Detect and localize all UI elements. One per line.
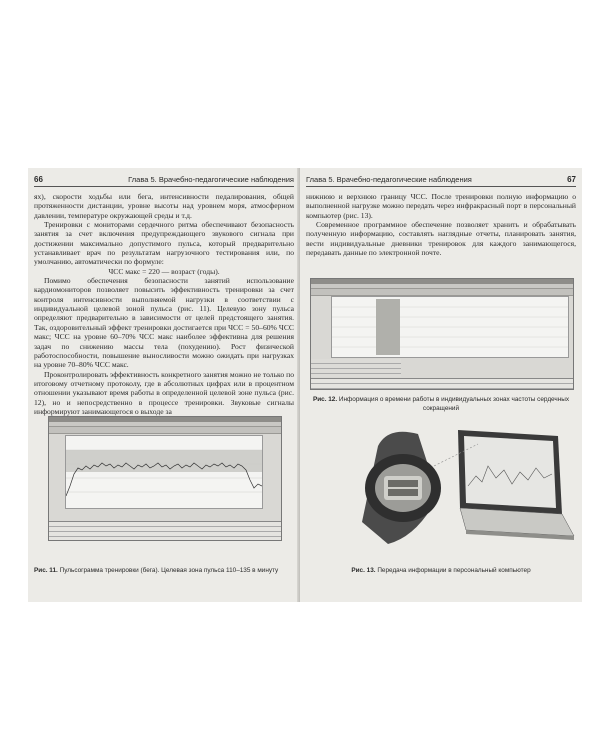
figure-13-caption <box>306 567 576 576</box>
figure-12-screenshot <box>310 278 574 390</box>
paragraph: Современное программное обеспечение позволяет хранить и обрабатывать полученную информацию, составлять наглядные отчеты, планировать занятия, вести индивидуальные дневники тренировок для каждого занимающегося, передавать данные по электронной почте. <box>306 220 576 258</box>
zones-plot <box>331 296 569 358</box>
left-running-head <box>34 174 294 187</box>
caption-label: Рис. 12. <box>312 396 338 403</box>
pulsogram-graphic <box>66 436 262 508</box>
caption-text: Пульсограмма тренировки (бега). Целевая зона пульса 110–135 в минуту <box>59 567 279 574</box>
left-body-text <box>34 192 294 416</box>
right-running-head <box>306 174 576 187</box>
figure-12-caption <box>306 396 576 413</box>
caption-label: Рис. 11. <box>34 567 58 574</box>
figure-13-illustration <box>348 426 578 556</box>
paragraph: Тренировки с мониторами сердечного ритма обеспечивают безопасность занятия за счет включения предупреждающего звукового сигнала при достижении максимально допустимого пульса, который предварительно устанавливает врач по результатам нагрузочного тестирования или, по умолчанию, автоматически по формуле: <box>34 220 294 267</box>
caption-label: Рис. 13. <box>351 567 376 574</box>
left-running-title: Глава 5. Врачебно-педагогические наблюдения <box>128 175 294 184</box>
figure-11-screenshot <box>48 416 282 541</box>
right-page-number: 67 <box>567 175 576 184</box>
formula: ЧСС макс = 220 — возраст (годы). <box>108 266 220 276</box>
paragraph: ях), скорости ходьбы или бега, интенсивности педалирования, общей протяженности дистанции, уровне высоты над уровнем моря, атмосферном давлении, температуре окружающей среды и т.д. <box>34 192 294 220</box>
left-page <box>28 168 300 602</box>
fig12-summary-table <box>311 378 573 390</box>
pulsogram-plot <box>65 435 263 509</box>
fig11-summary-table <box>49 521 281 541</box>
left-page-number: 66 <box>34 175 43 184</box>
paragraph: нижнюю и верхнюю границу ЧСС. После тренировки полную информацию о выполненной нагрузке можно передать через инфракрасный порт в персональный компьютер (рис. 13). <box>306 192 576 220</box>
figure-11-caption <box>34 567 294 576</box>
right-running-title: Глава 5. Врачебно-педагогические наблюдения <box>306 175 472 184</box>
zones-graphic <box>332 297 568 357</box>
zones-legend <box>311 359 401 377</box>
paragraph: Помимо обеспечения безопасности занятий использование кардиомониторов позволяет повысить эффективность тренировки за счет контроля интенсивности выполняемой нагрузки в соответствии с индивидуальной целевой зоной пульса (рис. 11). Целевую зону пульса определяют предварительно в зависимости от целей предстоящего занятия. Так, оздоровительный эффект тренировки достигается при ЧСС = 50–60% ЧСС макс; ЧСС на уровне 60–70% ЧСС макс наиболее эффективна для решения задач по снижению массы тела (похудению). Рост физической работоспособности, повышение выносливости можно ожидать при нагрузках на уровне 70–80% ЧСС макс. <box>34 276 294 370</box>
right-page <box>300 168 582 602</box>
paragraph: Проконтролировать эффективность конкретного занятия можно не только по итоговому отчетному протоколу, где в абсолютных цифрах или в процентном отношении указывают время работы в определенной целевой зоне пульса (рис. 12), но и непосредственно в процессе тренировки. Звуковые сигналы информируют занимающегося о выходе за <box>34 369 294 416</box>
caption-text: Передача информации в персональный компьютер <box>377 567 531 574</box>
right-body-text <box>306 192 576 257</box>
caption-text: Информация о времени работы в индивидуальных зонах частоты сердечных сокращений <box>338 396 570 412</box>
